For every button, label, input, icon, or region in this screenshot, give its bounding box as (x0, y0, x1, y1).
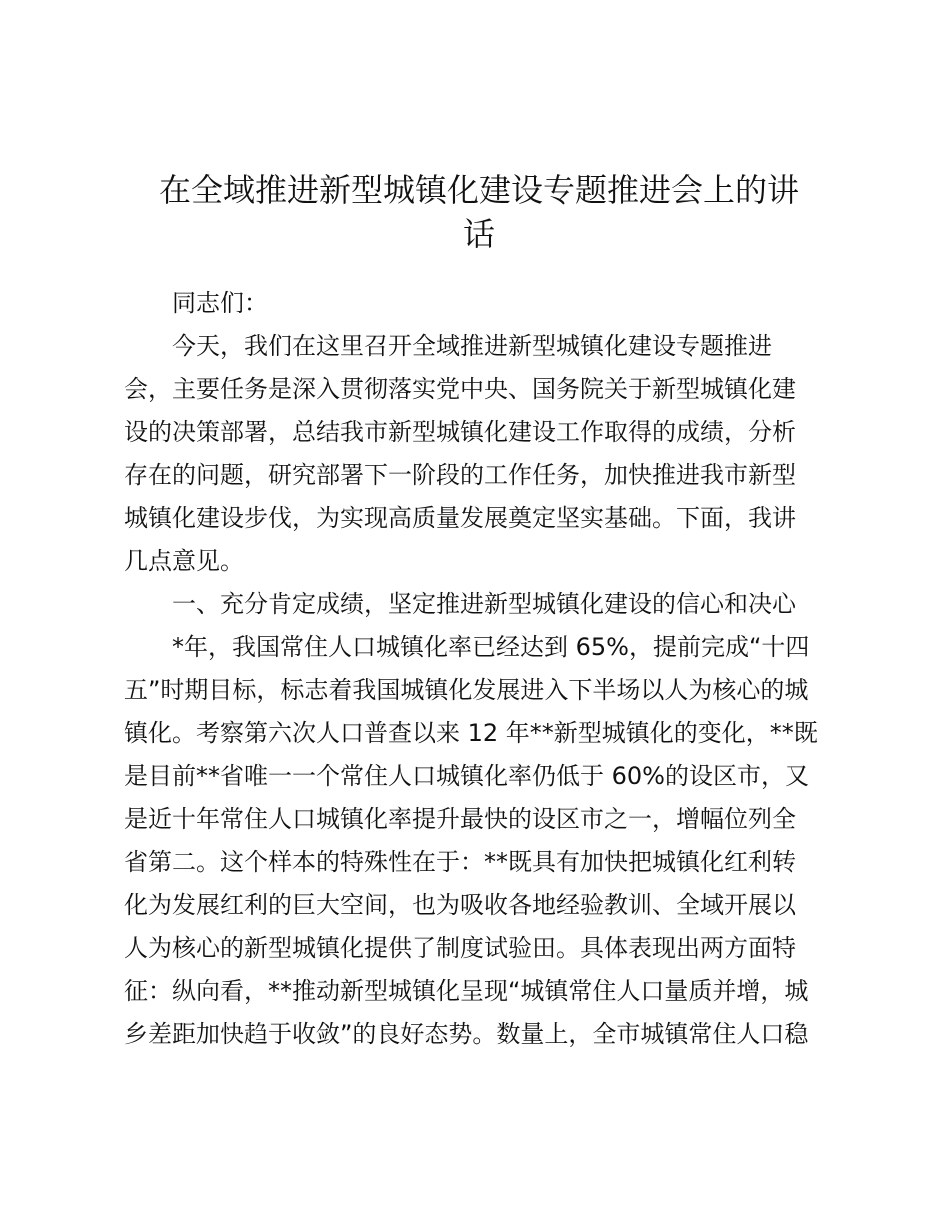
intro-line: 会，主要任务是深入贯彻落实党中央、国务院关于新型城镇化建 (124, 375, 796, 403)
document-body (124, 282, 836, 1056)
title-line-1: 在全域推进新型城镇化建设专题推进会上的讲 (158, 171, 799, 209)
intro-line: 几点意见。 (124, 547, 244, 575)
section-1-line: 是目前**省唯一一个常住人口城镇化率仍低于 60%的设区市，又 (124, 762, 809, 790)
salutation-text: 同志们： (172, 289, 268, 317)
section-1-line: 省第二。这个样本的特殊性在于：**既具有加快把城镇化红利转 (124, 848, 796, 876)
intro-line: 城镇化建设步伐，为实现高质量发展奠定坚实基础。下面，我讲 (124, 504, 796, 532)
section-1-line: *年，我国常住人口城镇化率已经达到 65%，提前完成“十四 (172, 633, 810, 661)
section-heading-text: 一、充分肯定成绩，坚定推进新型城镇化建设的信心和决心 (172, 590, 796, 618)
section-1-line: 征：纵向看，**推动新型城镇化呈现“城镇常住人口量质并增，城 (124, 977, 809, 1005)
intro-line: 今天，我们在这里召开全域推进新型城镇化建设专题推进 (172, 332, 772, 360)
section-1-line: 是近十年常住人口城镇化率提升最快的设区市之一，增幅位列全 (124, 805, 796, 833)
intro-line: 设的决策部署，总结我市新型城镇化建设工作取得的成绩，分析 (124, 418, 796, 446)
section-1-paragraph (124, 626, 836, 1056)
salutation (124, 282, 836, 325)
intro-paragraph (124, 325, 836, 583)
document-title (120, 168, 838, 256)
intro-line: 存在的问题，研究部署下一阶段的工作任务，加快推进我市新型 (124, 461, 796, 489)
section-1-line: 化为发展红利的巨大空间，也为吸收各地经验教训、全域开展以 (124, 891, 796, 919)
section-1-heading (124, 583, 836, 626)
section-1-line: 人为核心的新型城镇化提供了制度试验田。具体表现出两方面特 (124, 934, 796, 962)
section-1-line: 五”时期目标，标志着我国城镇化发展进入下半场以人为核心的城 (124, 676, 809, 704)
title-line-2: 话 (462, 215, 495, 253)
section-1-line: 乡差距加快趋于收敛”的良好态势。数量上，全市城镇常住人口稳 (124, 1020, 809, 1048)
section-1-line: 镇化。考察第六次人口普查以来 12 年**新型城镇化的变化，**既 (124, 719, 818, 747)
